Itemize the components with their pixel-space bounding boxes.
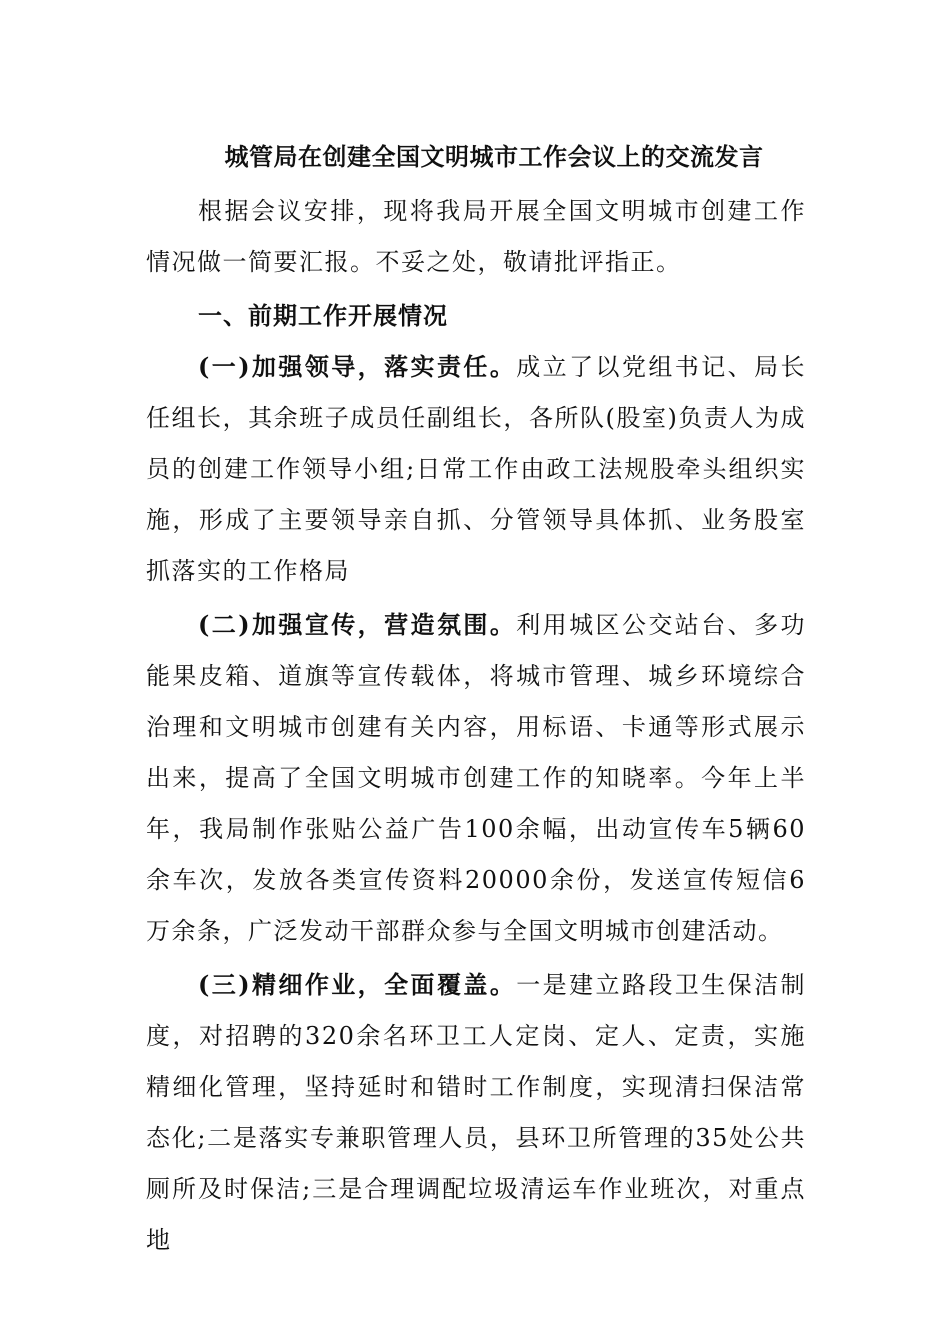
subsection-text-2: 利用城区公交站台、多功能果皮箱、道旗等宣传载体，将城市管理、城乡环境综合治理和文明城市创建有关内容，用标语、卡通等形式展示出来，提高了全国文明城市创建工作的知晓率。今年上半年，我局制作张贴公益广告100余幅，出动宣传车5辆60余车次，发放各类宣传资料20000余份，发送宣传短信6万余条，广泛发动干部群众参与全国文明城市创建活动。 bbox=[146, 611, 807, 945]
subsection-paragraph-1 bbox=[146, 341, 806, 597]
subsection-paragraph-2 bbox=[146, 599, 806, 957]
subsection-paragraph-3 bbox=[146, 959, 806, 1266]
document-body bbox=[146, 134, 806, 1266]
document-title: 城管局在创建全国文明城市工作会议上的交流发言 bbox=[224, 142, 764, 171]
subsection-text-3: 一是建立路段卫生保洁制度，对招聘的320余名环卫工人定岗、定人、定责，实施精细化管理，坚持延时和错时工作制度，实现清扫保洁常态化;二是落实专兼职管理人员，县环卫所管理的35处公共厕所及时保洁;三是合理调配垃圾清运车作业班次，对重点地 bbox=[146, 971, 807, 1254]
subsection-lead-1: (一)加强领导，落实责任。 bbox=[198, 352, 517, 381]
subsection-lead-2: (二)加强宣传，营造氛围。 bbox=[198, 610, 517, 639]
subsection-text-1: 成立了以党组书记、局长任组长，其余班子成员任副组长，各所队(股室)负责人为成员的创建工作领导小组;日常工作由政工法规股牵头组织实施，形成了主要领导亲自抓、分管领导具体抓、业务股室抓落实的工作格局 bbox=[146, 353, 807, 585]
intro-paragraph: 根据会议安排，现将我局开展全国文明城市创建工作情况做一简要汇报。不妥之处，敬请批评指正。 bbox=[146, 197, 806, 276]
section-heading-1: 一、前期工作开展情况 bbox=[198, 301, 448, 330]
subsection-lead-3: (三)精细作业，全面覆盖。 bbox=[198, 970, 517, 999]
